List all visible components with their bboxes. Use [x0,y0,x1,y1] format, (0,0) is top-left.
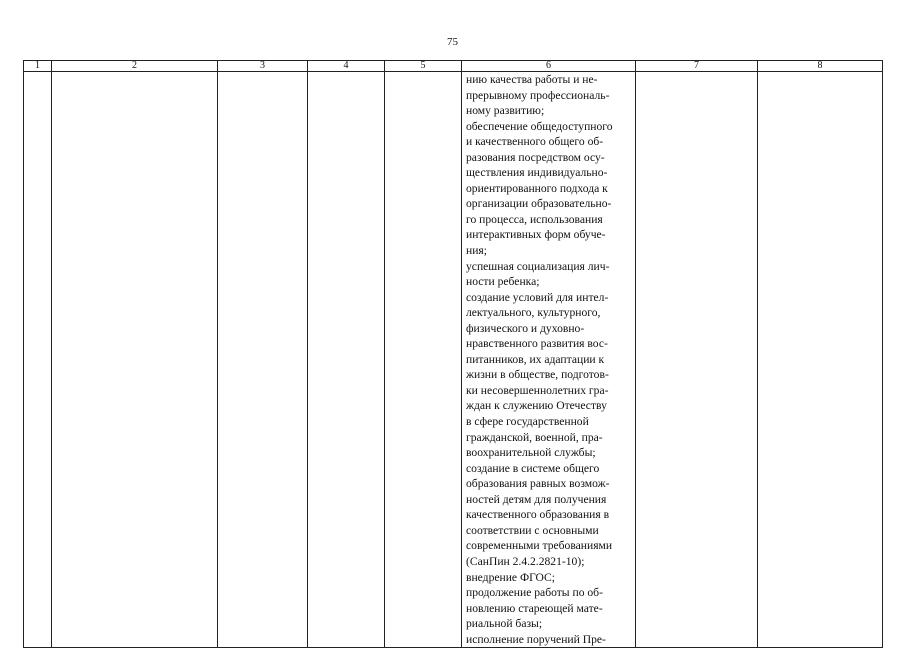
text-line: питанников, их адаптации к [466,352,605,366]
table-row [24,72,883,648]
column-header-2: 2 [52,61,218,72]
text-line: создание в системе общего [466,461,600,475]
text-line: ному развитию; [466,104,545,118]
text-line: в сфере государственной [466,415,589,429]
text-line: го процесса, использования [466,212,603,226]
column-header-6: 6 [462,61,636,72]
text-line: и качественного общего об- [466,135,604,149]
text-line: ностей детям для получения [466,492,607,506]
text-line: внедрение ФГОС; [466,570,556,584]
text-line: ориентированного подхода к [466,181,608,195]
cell-col-4 [308,72,385,648]
text-line: воохранительной службы; [466,446,596,460]
text-line: разования посредством осу- [466,150,605,164]
column-header-8: 8 [758,61,883,72]
text-line: интерактивных форм обуче- [466,228,606,242]
text-line: физического и духовно- [466,321,585,335]
column-header-4: 4 [308,61,385,72]
text-line: организации образовательно- [466,197,612,211]
text-line: новлению стареющей мате- [466,601,603,615]
text-line: обеспечение общедоступного [466,119,613,133]
text-line: гражданской, военной, пра- [466,430,603,444]
document-table [23,60,883,648]
text-line: ки несовершеннолетних гра- [466,383,609,397]
column-header-7: 7 [636,61,758,72]
text-line: ждан к служению Отечеству [466,399,607,413]
cell-col-7 [636,72,758,648]
cell-col-6 [462,72,636,648]
cell-col-1 [24,72,52,648]
text-line: жизни в обществе, подготов- [466,368,609,382]
cell-col-2 [52,72,218,648]
text-line: риальной базы; [466,617,543,631]
text-line: соответствии с основными [466,523,599,537]
column-header-1: 1 [24,61,52,72]
text-line: успешная социализация лич- [466,259,610,273]
column-header-3: 3 [218,61,308,72]
text-line: ществления индивидуально- [466,166,608,180]
text-line: ния; [466,244,487,258]
text-line: (СанПин 2.4.2.2821-10); [466,554,585,568]
cell-col-8 [758,72,883,648]
text-line: лектуального, культурного, [466,306,601,320]
text-line: ности ребенка; [466,275,540,289]
text-line: качественного образования в [466,508,610,522]
column-6-text [462,72,635,647]
text-line: нию качества работы и не- [466,73,598,86]
cell-col-5 [385,72,462,648]
cell-col-3 [218,72,308,648]
page-number: 75 [447,36,458,48]
text-line: образования равных возмож- [466,477,610,491]
text-line: современными требованиями [466,539,613,553]
text-line: создание условий для интел- [466,290,609,304]
table-header-row [24,61,883,72]
text-line: исполнение поручений Пре- [466,632,606,646]
text-line: нравственного развития вос- [466,337,608,351]
text-line: продолжение работы по об- [466,586,603,600]
text-line: прерывному профессиональ- [466,88,610,102]
column-header-5: 5 [385,61,462,72]
